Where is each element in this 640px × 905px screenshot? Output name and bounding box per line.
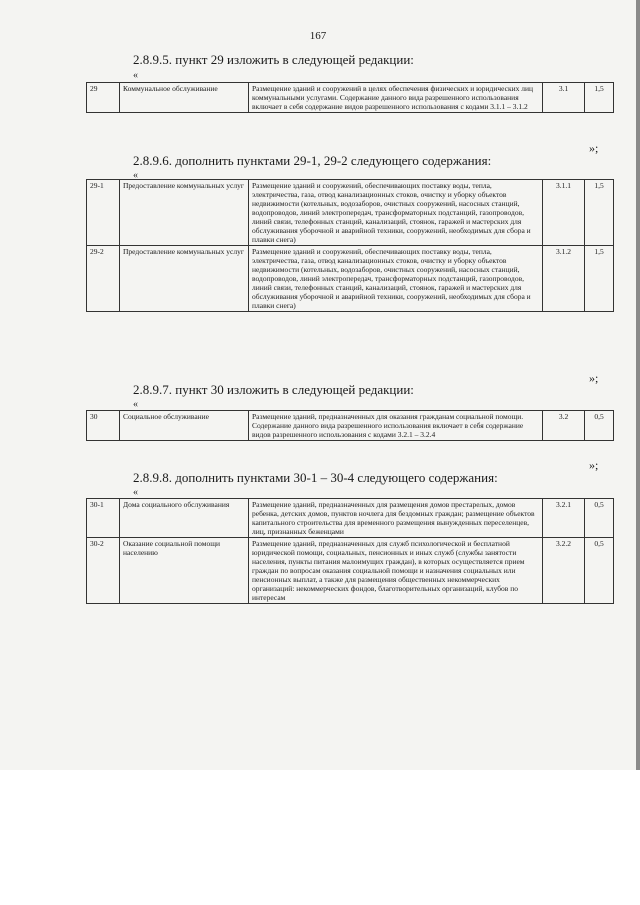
row-number: 30-2 xyxy=(87,538,120,604)
row-name: Дома социального обслуживания xyxy=(120,499,249,538)
row-number: 29 xyxy=(87,83,120,113)
row-code: 3.2.1 xyxy=(543,499,585,538)
closing-quote: »; xyxy=(589,371,599,385)
closing-quote: »; xyxy=(589,141,599,155)
row-code: 3.1 xyxy=(543,83,585,113)
row-description: Размещение зданий, предназначенных для размещения домов престарелых, домов ребенка, детских домов, пунктов ночлега для бездомных граждан; размещение объектов капитального строительства для временного размещения вынужденных переселенцев, лиц, признанных беженцами xyxy=(249,499,543,538)
section-heading: 2.8.9.8. дополнить пунктами 30-1 – 30-4 следующего содержания: xyxy=(133,470,498,485)
row-value: 1,5 xyxy=(585,180,614,246)
section-heading: 2.8.9.5. пункт 29 изложить в следующей редакции: xyxy=(133,52,414,67)
table-row xyxy=(87,180,614,246)
row-number: 29-2 xyxy=(87,246,120,312)
table-row xyxy=(87,411,614,441)
blank-area xyxy=(0,770,640,905)
page-number: 167 xyxy=(309,30,327,42)
row-value: 0,5 xyxy=(585,538,614,604)
table-row xyxy=(87,83,614,113)
row-number: 29-1 xyxy=(87,180,120,246)
table-row xyxy=(87,246,614,312)
table-row xyxy=(87,538,614,604)
opening-quote: « xyxy=(133,487,138,498)
row-name: Оказание социальной помощи населению xyxy=(120,538,249,604)
row-description: Размещение зданий, предназначенных для служб психологической и бесплатной юридической помощи, социальных, пенсионных и иных служб (службы занятости населения, пункты питания малоимущих граждан), в которых осуществляется прием граждан по вопросам оказания социальной помощи и назначения социальных или пенсионных выплат, а также для размещения общественных некоммерческих организаций: некоммерческих фондов, благотворительных организаций, клубов по интересам xyxy=(249,538,543,604)
closing-quote: »; xyxy=(589,458,599,472)
row-value: 0,5 xyxy=(585,411,614,441)
row-number: 30-1 xyxy=(87,499,120,538)
row-description: Размещение зданий и сооружений, обеспечивающих поставку воды, тепла, электричества, газа, отвод канализационных стоков, очистку и уборку объектов недвижимости (котельных, водозаборов, очистных сооружений, насосных станций, водопроводов, линий электропередач, трансформаторных подстанций, газопроводов, линий связи, телефонных станций, канализаций, стоянок, гаражей и мастерских для обслуживания уборочной и аварийной техники, сооружений, необходимых для сбора и плавки снега) xyxy=(249,246,543,312)
section-heading: 2.8.9.6. дополнить пунктами 29-1, 29-2 следующего содержания: xyxy=(133,153,492,168)
row-code: 3.1.2 xyxy=(543,246,585,312)
row-value: 0,5 xyxy=(585,499,614,538)
row-description: Размещение зданий и сооружений, обеспечивающих поставку воды, тепла, электричества, газа, отвод канализационных стоков, очистку и уборку объектов недвижимости (котельных, водозаборов, очистных сооружений, насосных станций, водопроводов, линий электропередач, трансформаторных подстанций, газопроводов, линий связи, телефонных станций, канализаций, стоянок, гаражей и мастерских для обслуживания уборочной и аварийной техники, сооружений, необходимых для сбора и плавки снега) xyxy=(249,180,543,246)
row-name: Социальное обслуживание xyxy=(120,411,249,441)
row-number: 30 xyxy=(87,411,120,441)
section-table xyxy=(86,82,614,113)
section-table xyxy=(86,179,614,312)
row-code: 3.2.2 xyxy=(543,538,585,604)
row-description: Размещение зданий и сооружений в целях обеспечения физических и юридических лиц коммунальными услугами. Содержание данного вида разрешенного использования включает в себя содержание видов разрешенного использования с кодами 3.1.1 – 3.1.2 xyxy=(249,83,543,113)
row-description: Размещение зданий, предназначенных для оказания гражданам социальной помощи. Содержание данного вида разрешенного использования включает в себя содержание видов разрешенного использования с кодами 3.2.1 – 3.2.4 xyxy=(249,411,543,441)
row-value: 1,5 xyxy=(585,246,614,312)
row-value: 1,5 xyxy=(585,83,614,113)
section-heading: 2.8.9.7. пункт 30 изложить в следующей редакции: xyxy=(133,382,414,397)
opening-quote: « xyxy=(133,70,138,81)
section-table xyxy=(86,498,614,604)
section-table xyxy=(86,410,614,441)
row-name: Предоставление коммунальных услуг xyxy=(120,246,249,312)
row-code: 3.1.1 xyxy=(543,180,585,246)
opening-quote: « xyxy=(133,170,138,181)
opening-quote: « xyxy=(133,399,138,410)
row-name: Предоставление коммунальных услуг xyxy=(120,180,249,246)
row-code: 3.2 xyxy=(543,411,585,441)
table-row xyxy=(87,499,614,538)
row-name: Коммунальное обслуживание xyxy=(120,83,249,113)
